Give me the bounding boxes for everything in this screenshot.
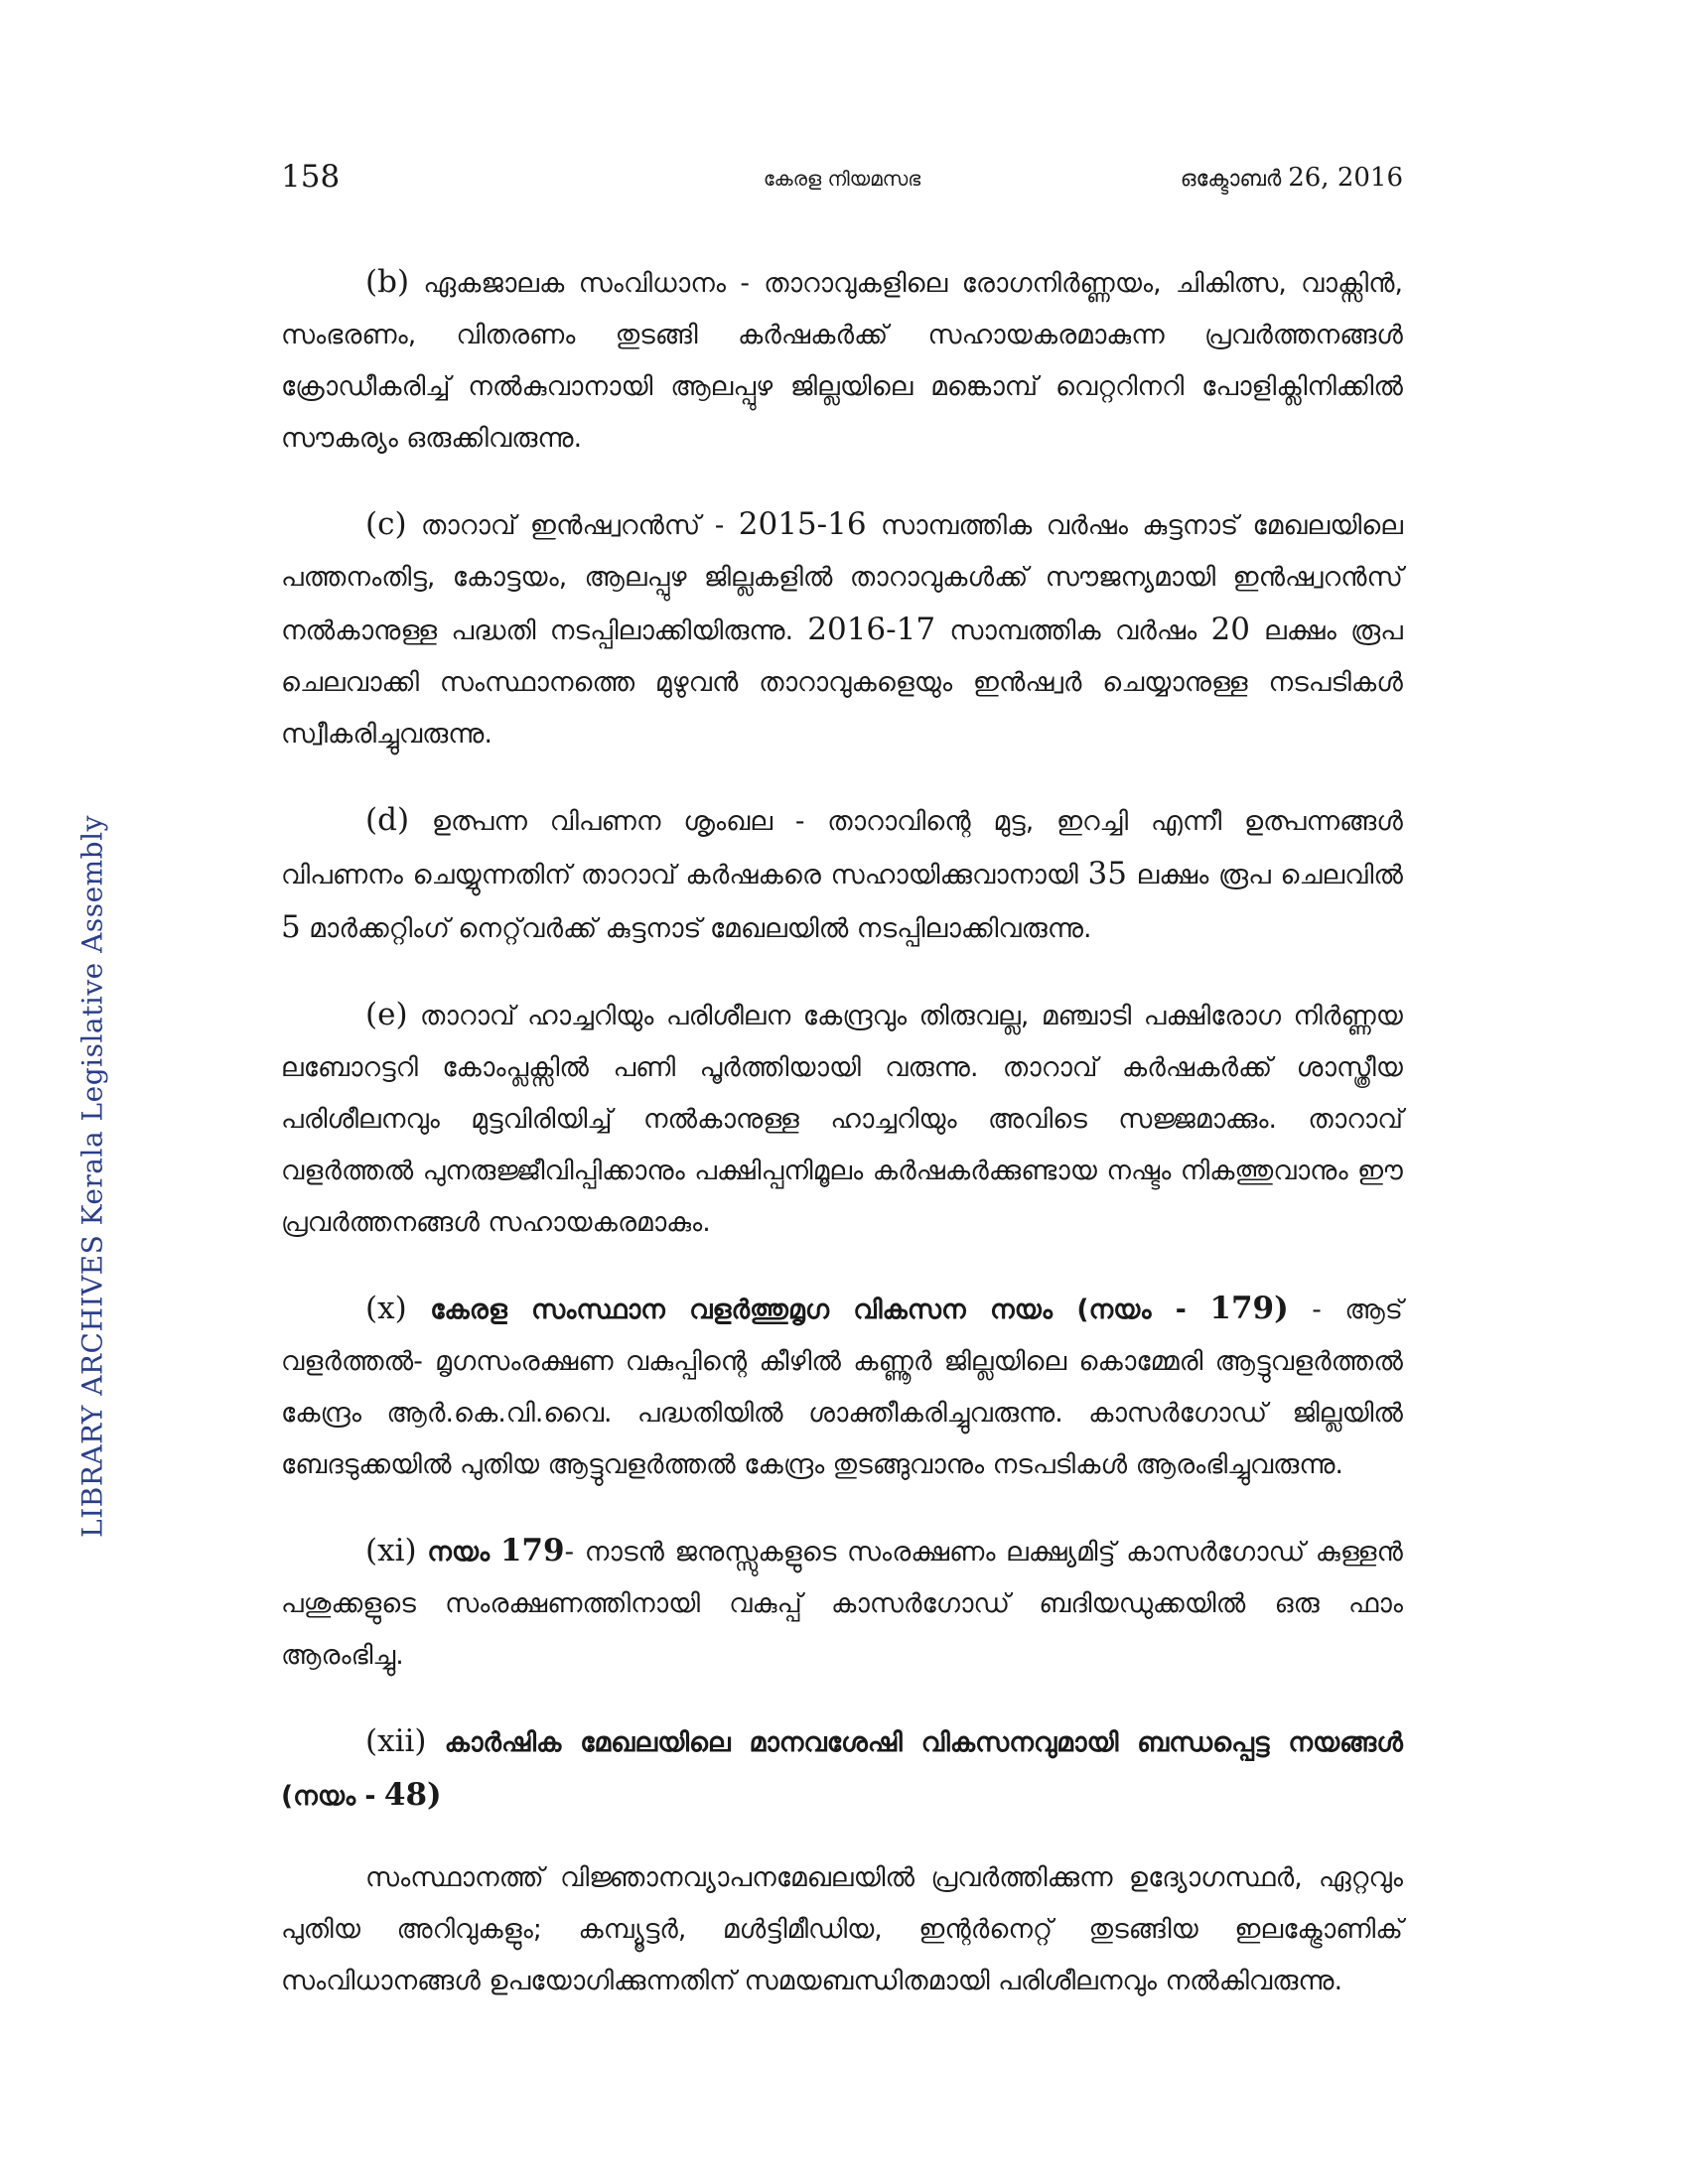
paragraph-text: സാമ്പത്തിക വർഷം bbox=[949, 615, 1197, 646]
paragraph-label: (x) bbox=[365, 1291, 407, 1326]
paragraph-text: മാർക്കറ്റിംഗ് നെറ്റ്‌വർക്ക് കുട്ടനാട് മേഖലയിൽ നടപ്പിലാക്കിവരുന്നു. bbox=[309, 913, 1092, 944]
policy-heading: നയം bbox=[427, 1537, 491, 1568]
paragraph-e bbox=[281, 989, 1403, 1249]
fiscal-year: 2016-17 bbox=[807, 612, 936, 647]
page-number: 158 bbox=[281, 159, 341, 195]
paragraph-c bbox=[281, 498, 1403, 760]
paragraph-b bbox=[281, 256, 1403, 465]
page-date bbox=[1181, 163, 1403, 193]
page-header bbox=[281, 159, 1403, 208]
fiscal-year: 2015-16 bbox=[738, 506, 867, 542]
archive-watermark-text: LIBRARY ARCHIVES Kerala Legislative Assembly bbox=[75, 815, 109, 1538]
paragraph-label: (c) bbox=[365, 506, 407, 542]
section-heading: കാർഷിക മേഖലയിലെ മാനവശേഷി വികസനവുമായി ബന്ധപ്പെട്ട നയങ്ങൾ (നയം - bbox=[281, 1727, 1403, 1812]
policy-heading: കേരള സംസ്ഥാന വളർത്തുമൃഗ വികസന നയം (നയം - bbox=[430, 1295, 1187, 1325]
paragraph-text: ലക്ഷം രൂപ ചെലവാക്കി സംസ്ഥാനത്തെ മുഴുവൻ താറാവുകളെയും ഇൻഷ്വർ ചെയ്യാനുള്ള നടപടികൾ സ്വീകരിച്ചുവരുന്നു. bbox=[281, 615, 1403, 750]
paragraph-text: താറാവ് ഇൻഷ്വറൻസ് - bbox=[420, 510, 725, 541]
paragraph-label: (xi) bbox=[365, 1533, 417, 1569]
paragraph-training bbox=[281, 1852, 1403, 2007]
paragraph-text: ലക്ഷം രൂപ ചെലവിൽ bbox=[1136, 860, 1403, 890]
paragraph-text: ഏകജാലക സംവിധാനം - താറാവുകളിലെ രോഗനിർണ്ണയം, ചികിത്സ, വാക്സിൻ, സംഭരണം, വിതരണം തുടങ്ങി കർഷകർക്ക് സഹായകരമാകുന്ന പ്രവർത്തനങ്ങൾ ക്രോഡീകരിച്ച് നൽകുവാനായി ആലപ്പുഴ ജില്ലയിലെ മങ്കൊമ്പ് വെറ്ററിനറി പോളിക്ലിനിക്കിൽ സൗകര്യം ഒരുക്കിവരുന്നു. bbox=[281, 268, 1403, 454]
paragraph-label: (e) bbox=[365, 997, 408, 1032]
paragraph-text: സംസ്ഥാനത്ത് വിജ്ഞാനവ്യാപനമേഖലയിൽ പ്രവർത്തിക്കുന്ന ഉദ്യോഗസ്ഥർ, ഏറ്റവും പുതിയ അറിവുകളും; കമ്പ്യൂട്ടർ, മൾട്ടിമീഡിയ, ഇന്റർനെറ്റ് തുടങ്ങിയ ഇലക്ട്രോണിക് സംവിധാനങ്ങൾ ഉപയോഗിക്കുന്നതിന് സമയബന്ധിതമായി പരിശീലനവും നൽകിവരുന്നു. bbox=[281, 1862, 1403, 1996]
date-month: ഒക്ടോബർ bbox=[1180, 167, 1282, 192]
paragraph-label: (xii) bbox=[365, 1723, 427, 1759]
paragraph-text: സാമ്പത്തിക വർഷം കുട്ടനാട് മേഖലയിലെ പത്തനംതിട്ട, കോട്ടയം, ആലപ്പുഴ ജില്ലകളിൽ താറാവുകൾക്ക് സൗജന്യമായി ഇൻഷ്വറൻസ് നൽകാനുള്ള പദ്ധതി നടപ്പിലാക്കിയിരുന്നു. bbox=[281, 510, 1403, 646]
paragraph-xi bbox=[281, 1525, 1403, 1682]
policy-number: 48) bbox=[383, 1777, 442, 1813]
paragraph-label: (d) bbox=[365, 802, 410, 838]
paragraph-text: ഉത്പന്ന വിപണന ശൃംഖല - താറാവിന്റെ മുട്ട, ഇറച്ചി എന്നീ ഉത്പന്നങ്ങൾ വിപണനം ചെയ്യുന്നതിന് താറാവ് കർഷകരെ സഹായിക്കുവാനായി bbox=[281, 806, 1403, 890]
document-body bbox=[281, 256, 1403, 2041]
paragraph-label: (b) bbox=[365, 264, 410, 300]
date-day-year: 26, 2016 bbox=[1288, 163, 1403, 193]
amount-number: 20 bbox=[1210, 612, 1250, 647]
paragraph-x bbox=[281, 1283, 1403, 1491]
paragraph-text: താറാവ് ഹാച്ചറിയും പരിശീലന കേന്ദ്രവും തിരുവല്ല, മഞ്ചാടി പക്ഷിരോഗ നിർണ്ണയ ലബോറട്ടറി കോംപ്ലക്സിൽ പണി പൂർത്തിയായി വരുന്നു. താറാവ് കർഷകർക്ക് ശാസ്ത്രീയ പരിശീലനവും മുട്ടവിരിയിച്ച് നൽകാനുള്ള ഹാച്ചറിയും അവിടെ സജ്ജമാക്കും. താറാവ് വളർത്തൽ പുനരുജ്ജീവിപ്പിക്കാനും പക്ഷിപ്പനിമൂലം കർഷകർക്കുണ്ടായ നഷ്ടം നികത്തുവാനും ഈ പ്രവർത്തനങ്ങൾ സഹായകരമാകും. bbox=[281, 1001, 1403, 1238]
paragraph-xii-heading bbox=[281, 1715, 1403, 1823]
policy-number: 179) bbox=[1209, 1291, 1289, 1326]
policy-number: 179 bbox=[499, 1533, 565, 1569]
paragraph-text: - ആട് വളർത്തൽ- മൃഗസംരക്ഷണ വകുപ്പിന്റെ കീഴിൽ കണ്ണൂർ ജില്ലയിലെ കൊമ്മേരി ആട്ടുവളർത്തൽ കേന്ദ്രം ആർ.കെ.വി.വൈ. പദ്ധതിയിൽ ശാക്തീകരിച്ചുവരുന്നു. കാസർഗോഡ് ജില്ലയിൽ ബേദടുക്കയിൽ പുതിയ ആട്ടുവളർത്തൽ കേന്ദ്രം തുടങ്ങുവാനും നടപടികൾ ആരംഭിച്ചുവരുന്നു. bbox=[281, 1295, 1403, 1480]
paragraph-text: - നാടൻ ജനുസ്സുകളുടെ സംരക്ഷണം ലക്ഷ്യമിട്ട് കാസർഗോഡ് കുള്ളൻ പശുക്കളുടെ സംരക്ഷണത്തിനായി വകുപ്പ് കാസർഗോഡ് ബദിയഡുക്കയിൽ ഒരു ഫാം ആരംഭിച്ചു. bbox=[281, 1537, 1403, 1671]
journal-title: കേരള നിയമസഭ bbox=[763, 167, 921, 191]
amount-number: 35 bbox=[1087, 856, 1127, 891]
paragraph-d bbox=[281, 794, 1403, 955]
count-number: 5 bbox=[281, 909, 301, 945]
